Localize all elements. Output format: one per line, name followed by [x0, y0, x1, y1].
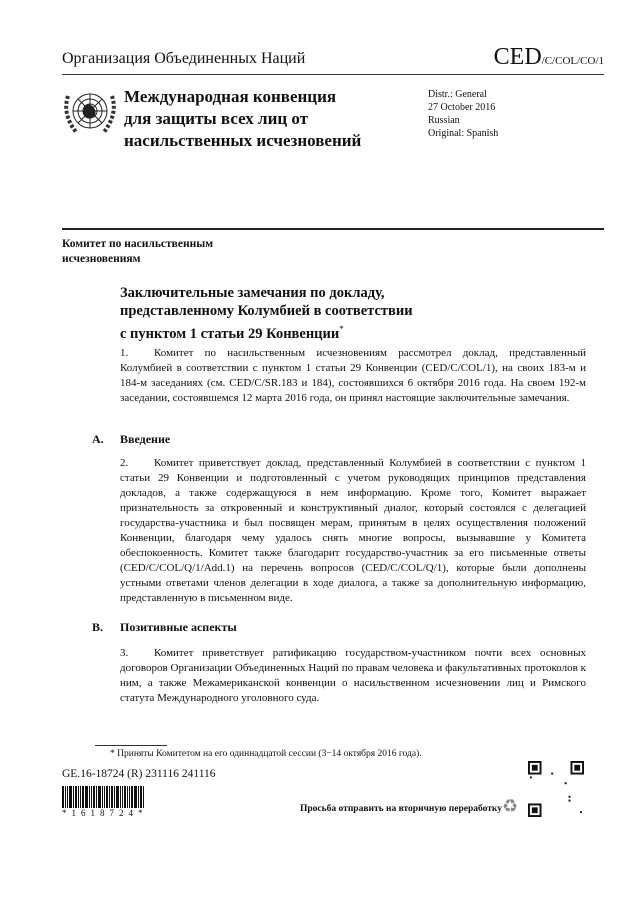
title-rule: [62, 228, 604, 230]
qr-module: [565, 782, 567, 784]
paragraph-text: Комитет по насильственным исчезновениям рассмотрел доклад, представленный Колумбией в соответствии с пунктом 1 статьи 29 Конвенции (CED/C/COL/1), на своих 183-м и 184-м заседаниях (см. CED/C/SR.183 и 184), состоявшихся 6 октября 2016 года. На своем 192-м заседании, состоявшемся 12 марта 2016 года, он принял настоящие заключительные замечания.: [120, 347, 586, 404]
convention-line: насильственных исчезновений: [124, 131, 362, 150]
qr-code: [527, 761, 585, 817]
qr-module: [580, 811, 582, 813]
barcode-bar: [102, 786, 103, 808]
recycle-text: Просьба отправить на вторичную переработку: [300, 804, 502, 814]
original-language: Original: Spanish: [428, 128, 499, 139]
section-heading-b: [92, 620, 237, 635]
section-letter: B.: [92, 620, 104, 634]
section-title: Введение: [120, 432, 171, 446]
qr-module: [530, 776, 532, 778]
distribution: Distr.: General: [428, 89, 487, 100]
barcode-bar: [109, 786, 110, 808]
paragraph-number: 2.: [120, 457, 129, 469]
recycle-icon: ♻: [502, 796, 519, 816]
symbol-main: CED: [493, 44, 542, 70]
committee-line: исчезновениям: [62, 253, 141, 265]
title-line: представленному Колумбией в соответствии: [120, 303, 413, 319]
paragraph-number: 3.: [120, 647, 129, 659]
barcode-bar: [116, 786, 119, 808]
convention-title: [124, 86, 361, 152]
document-title: [120, 284, 413, 343]
barcode-bar: [78, 786, 79, 808]
convention-line: Международная конвенция: [124, 87, 337, 106]
paragraph-text: Комитет приветствует доклад, представленный Колумбией в соответствии с пунктом 1 статьи 29 Конвенции и подготовленный с учетом руководящих принципов представления докладов, а также содержащуюся в нем информацию. Кроме того, Комитет выражает признательность за откровенный и конструктивный диалог, который состоялся с делегацией государства-участника и был посвящен мерам, принятым в целях осуществления положений Конвенции, благодаря чему удалось снять многие вопросы, вызывавшие у Комитета обеспокоенность. Комитет также благодарит государство-участник за его письменные ответы (CED/C/COL/Q/1/Add.1) на перечень вопросов (CED/C/COL/Q/1), которые были дополнены устными ответами членов делегации в ходе диалога, а также за дополнительную информацию, представленную в письменном виде.: [120, 457, 586, 604]
document-symbol: [494, 44, 604, 71]
footnote: * Приняты Комитетом на его одиннадцатой сессии (3−14 октября 2016 года).: [110, 749, 422, 759]
convention-line: для защиты всех лиц от: [124, 109, 309, 128]
barcode-bar: [62, 786, 64, 808]
committee-line: Комитет по насильственным: [62, 238, 214, 250]
barcode-bar: [120, 786, 121, 808]
barcode-bar: [122, 786, 123, 808]
barcode-bar: [131, 786, 133, 808]
barcode-bar: [73, 786, 74, 808]
paragraph-2: [120, 456, 586, 606]
qr-module: [569, 800, 571, 802]
footnote-mark: *: [339, 324, 344, 334]
barcode-bar: [104, 786, 105, 808]
barcode-bar: [111, 786, 113, 808]
barcode-bar: [140, 786, 142, 808]
qr-module: [569, 796, 571, 798]
barcode-number: *1618724*: [62, 808, 148, 818]
paragraph-text: Комитет приветствует ратификацию государством-участником почти всех основных договоров Организации Объединенных Наций по правам человека и факультативных протоколов к ним, а также Межамериканской конвенции о насильственном исчезновении лиц и Римского статута Международного уголовного суда.: [120, 647, 586, 704]
qr-module: [532, 765, 538, 771]
qr-module: [532, 807, 538, 813]
section-heading-a: [92, 432, 170, 447]
barcode-bar: [129, 786, 130, 808]
title-line: с пунктом 1 статьи 29 Конвенции: [120, 325, 340, 342]
barcode: [62, 786, 154, 808]
barcode-bar: [134, 786, 137, 808]
barcode-bar: [114, 786, 115, 808]
section-title: Позитивные аспекты: [120, 620, 237, 634]
barcode-bar: [96, 786, 97, 808]
barcode-bar: [138, 786, 139, 808]
qr-module: [574, 765, 580, 771]
barcode-bar: [85, 786, 88, 808]
barcode-bar: [106, 786, 108, 808]
organization-name: Организация Объединенных Наций: [62, 50, 306, 67]
header-rule: [62, 74, 604, 75]
document-date: 27 October 2016: [428, 102, 496, 113]
qr-module: [551, 773, 553, 775]
title-line: Заключительные замечания по докладу,: [120, 285, 385, 301]
footnote-rule: [95, 745, 167, 746]
paragraph-number: 1.: [120, 347, 129, 359]
barcode-bar: [69, 786, 72, 808]
un-emblem-icon: [62, 84, 118, 140]
job-number: GE.16-18724 (R) 231116 241116: [62, 768, 216, 780]
distribution-info: [428, 88, 498, 140]
barcode-bar: [93, 786, 95, 808]
committee-name: [62, 237, 213, 267]
barcode-bar: [91, 786, 92, 808]
document-language: Russian: [428, 115, 460, 126]
barcode-bar: [75, 786, 77, 808]
barcode-bar: [80, 786, 81, 808]
barcode-bar: [98, 786, 101, 808]
paragraph-1: [120, 346, 586, 406]
section-letter: A.: [92, 432, 104, 446]
barcode-bar: [82, 786, 84, 808]
symbol-suffix: /C/COL/CO/1: [541, 55, 604, 67]
barcode-bar: [89, 786, 90, 808]
barcode-bar: [124, 786, 126, 808]
paragraph-3: [120, 646, 586, 706]
barcode-bar: [67, 786, 68, 808]
barcode-bar: [143, 786, 144, 808]
barcode-bar: [127, 786, 128, 808]
barcode-bar: [65, 786, 66, 808]
